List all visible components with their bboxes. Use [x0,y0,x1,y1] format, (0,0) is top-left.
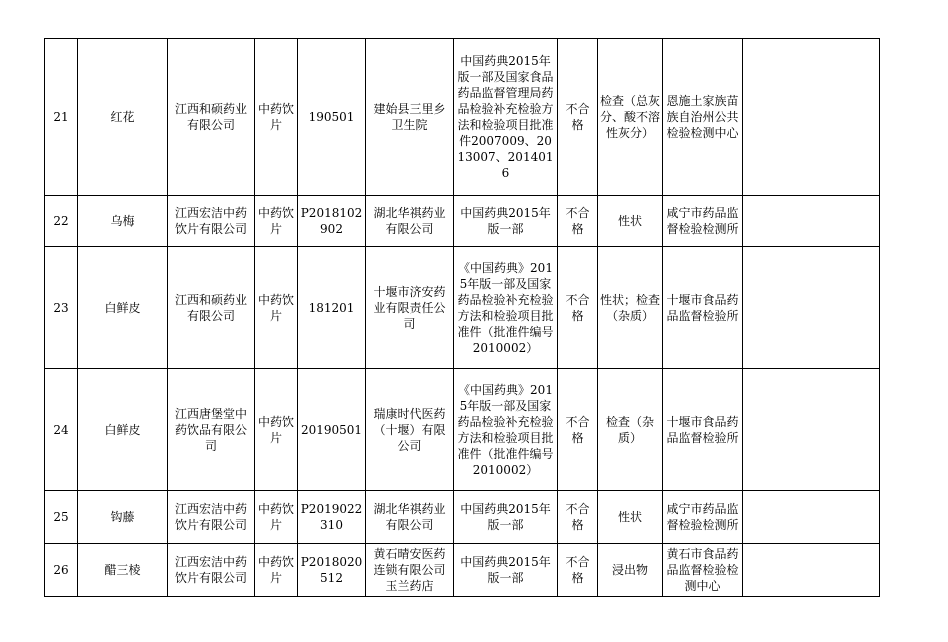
seq-cell: 22 [45,196,78,247]
table-row [45,491,880,544]
standard-cell: 《中国药典》2015年版一部及国家药品检验补充检验方法和检验项目批准件（批准件编号2010002） [454,369,558,491]
standard-cell: 中国药典2015年版一部 [454,491,558,544]
product-cell: 醋三棱 [78,544,168,597]
product-cell: 钩藤 [78,491,168,544]
testing-agency-cell: 咸宁市药品监督检验检测所 [663,196,743,247]
category-cell: 中药饮片 [255,369,298,491]
table-row [45,247,880,369]
manufacturer-cell: 江西宏洁中药饮片有限公司 [168,196,255,247]
failed-item-cell: 性状 [598,491,663,544]
manufacturer-cell: 江西宏洁中药饮片有限公司 [168,544,255,597]
result-cell: 不合格 [558,247,598,369]
product-cell: 乌梅 [78,196,168,247]
sampled-unit-cell: 十堰市济安药业有限责任公司 [366,247,454,369]
batch-cell: P2018020512 [298,544,366,597]
table-row [45,544,880,597]
sampled-unit-cell: 黄石晴安医药连锁有限公司玉兰药店 [366,544,454,597]
batch-cell: 190501 [298,39,366,196]
result-cell: 不合格 [558,491,598,544]
standard-cell: 中国药典2015年版一部 [454,544,558,597]
standard-cell: 中国药典2015年版一部 [454,196,558,247]
category-cell: 中药饮片 [255,247,298,369]
manufacturer-cell: 江西宏洁中药饮片有限公司 [168,491,255,544]
category-cell: 中药饮片 [255,39,298,196]
seq-cell: 24 [45,369,78,491]
seq-cell: 25 [45,491,78,544]
standard-cell: 中国药典2015年版一部及国家食品药品监督管理局药品检验补充检验方法和检验项目批准件2007009、2013007、2014016 [454,39,558,196]
inspection-results-table [44,38,880,597]
failed-item-cell: 浸出物 [598,544,663,597]
testing-agency-cell: 恩施土家族苗族自治州公共检验检测中心 [663,39,743,196]
table-body [45,39,880,597]
result-cell: 不合格 [558,196,598,247]
testing-agency-cell: 十堰市食品药品监督检验所 [663,369,743,491]
product-cell: 白鲜皮 [78,247,168,369]
result-cell: 不合格 [558,544,598,597]
batch-cell: 20190501 [298,369,366,491]
failed-item-cell: 性状；检查（杂质） [598,247,663,369]
category-cell: 中药饮片 [255,491,298,544]
sampled-unit-cell: 湖北华祺药业有限公司 [366,491,454,544]
category-cell: 中药饮片 [255,196,298,247]
testing-agency-cell: 咸宁市药品监督检验检测所 [663,491,743,544]
remark-cell [743,544,880,597]
batch-cell: P2019022310 [298,491,366,544]
sampled-unit-cell: 湖北华祺药业有限公司 [366,196,454,247]
failed-item-cell: 性状 [598,196,663,247]
remark-cell [743,39,880,196]
remark-cell [743,247,880,369]
manufacturer-cell: 江西唐堡堂中药饮品有限公司 [168,369,255,491]
testing-agency-cell: 黄石市食品药品监督检验检测中心 [663,544,743,597]
table-row [45,39,880,196]
testing-agency-cell: 十堰市食品药品监督检验所 [663,247,743,369]
seq-cell: 23 [45,247,78,369]
manufacturer-cell: 江西和硕药业有限公司 [168,247,255,369]
product-cell: 红花 [78,39,168,196]
sampled-unit-cell: 瑞康时代医药（十堰）有限公司 [366,369,454,491]
seq-cell: 21 [45,39,78,196]
table-row [45,196,880,247]
failed-item-cell: 检查（总灰分、酸不溶性灰分） [598,39,663,196]
result-cell: 不合格 [558,39,598,196]
remark-cell [743,491,880,544]
failed-item-cell: 检查（杂质） [598,369,663,491]
standard-cell: 《中国药典》2015年版一部及国家药品检验补充检验方法和检验项目批准件（批准件编号2010002） [454,247,558,369]
remark-cell [743,369,880,491]
result-cell: 不合格 [558,369,598,491]
product-cell: 白鲜皮 [78,369,168,491]
category-cell: 中药饮片 [255,544,298,597]
batch-cell: 181201 [298,247,366,369]
table-row [45,369,880,491]
sampled-unit-cell: 建始县三里乡卫生院 [366,39,454,196]
seq-cell: 26 [45,544,78,597]
batch-cell: P2018102902 [298,196,366,247]
remark-cell [743,196,880,247]
manufacturer-cell: 江西和硕药业有限公司 [168,39,255,196]
